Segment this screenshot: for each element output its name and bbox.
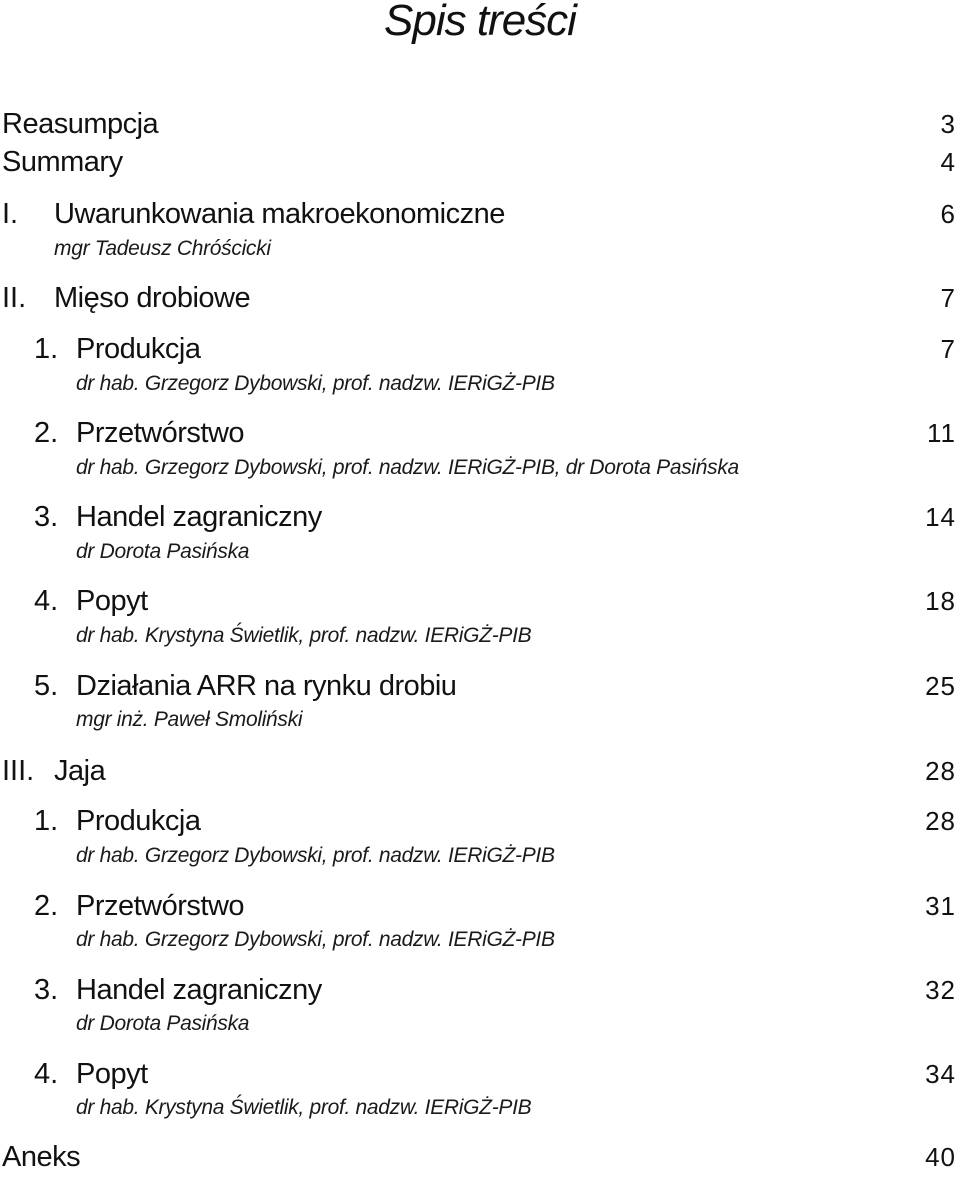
toc-entry-section[interactable] xyxy=(0,499,960,539)
toc-entry-section[interactable] xyxy=(0,583,960,623)
entry-author: dr hab. Krystyna Świetlik, prof. nadzw. IERiGŻ-PIB xyxy=(76,1096,532,1119)
toc-entry-section[interactable] xyxy=(0,415,960,455)
entry-author: mgr inż. Paweł Smoliński xyxy=(76,708,303,731)
toc-entry-reasumpcja[interactable] xyxy=(0,106,960,146)
entry-page: 7 xyxy=(940,334,956,364)
entry-number: 3. xyxy=(34,501,59,533)
entry-number: 2. xyxy=(34,417,59,449)
entry-number: 2. xyxy=(34,890,59,922)
entry-author: dr hab. Grzegorz Dybowski, prof. nadzw. IERiGŻ-PIB xyxy=(76,372,555,395)
entry-author: dr hab. Grzegorz Dybowski, prof. nadzw. IERiGŻ-PIB, dr Dorota Pasińska xyxy=(76,456,739,479)
entry-page: 3 xyxy=(940,109,956,139)
entry-number: 1. xyxy=(34,333,59,365)
toc-entry-summary[interactable] xyxy=(0,144,960,184)
entry-title[interactable]: Aneks xyxy=(2,1141,81,1173)
entry-number: 1. xyxy=(34,805,59,837)
toc-entry-section[interactable] xyxy=(0,668,960,708)
entry-title[interactable]: Działania ARR na rynku drobiu xyxy=(76,670,457,702)
toc-entry-chapter-2[interactable] xyxy=(0,280,960,320)
entry-page: 34 xyxy=(925,1059,956,1089)
entry-author: dr Dorota Pasińska xyxy=(76,540,250,563)
entry-title[interactable]: Popyt xyxy=(76,585,148,617)
entry-number: II. xyxy=(2,282,27,314)
entry-title[interactable]: Summary xyxy=(2,146,123,178)
entry-page: 28 xyxy=(925,806,956,836)
entry-page: 4 xyxy=(940,147,956,177)
entry-author: dr hab. Grzegorz Dybowski, prof. nadzw. IERiGŻ-PIB xyxy=(76,928,555,951)
entry-title[interactable]: Przetwórstwo xyxy=(76,890,245,922)
entry-title[interactable]: Przetwórstwo xyxy=(76,417,245,449)
entry-number: III. xyxy=(2,755,35,787)
entry-number: 3. xyxy=(34,974,59,1006)
entry-title[interactable]: Mięso drobiowe xyxy=(54,282,251,314)
toc-entry-section[interactable] xyxy=(0,803,960,843)
entry-page: 18 xyxy=(925,586,956,616)
entry-page: 31 xyxy=(925,891,956,921)
entry-number: 4. xyxy=(34,1058,59,1090)
entry-number: 4. xyxy=(34,585,59,617)
entry-author: dr hab. Grzegorz Dybowski, prof. nadzw. IERiGŻ-PIB xyxy=(76,844,555,867)
toc-entry-section[interactable] xyxy=(0,331,960,371)
entry-title[interactable]: Handel zagraniczny xyxy=(76,974,322,1006)
entry-title[interactable]: Handel zagraniczny xyxy=(76,501,322,533)
entry-number: 5. xyxy=(34,670,59,702)
entry-title[interactable]: Popyt xyxy=(76,1058,148,1090)
entry-page: 14 xyxy=(925,502,956,532)
entry-title[interactable]: Produkcja xyxy=(76,805,201,837)
entry-title[interactable]: Reasumpcja xyxy=(2,108,159,140)
entry-author: dr Dorota Pasińska xyxy=(76,1012,250,1035)
entry-page: 32 xyxy=(925,975,956,1005)
entry-author: mgr Tadeusz Chróścicki xyxy=(54,237,271,260)
entry-page: 6 xyxy=(940,199,956,229)
entry-title[interactable]: Uwarunkowania makroekonomiczne xyxy=(54,198,505,230)
entry-title[interactable]: Jaja xyxy=(54,755,106,787)
page-title: Spis treści xyxy=(384,0,576,45)
toc-entry-chapter-3[interactable] xyxy=(0,753,960,793)
entry-page: 25 xyxy=(925,671,956,701)
toc-entry-section[interactable] xyxy=(0,972,960,1012)
entry-page: 40 xyxy=(925,1142,956,1172)
entry-page: 28 xyxy=(925,756,956,786)
toc-entry-chapter-1[interactable] xyxy=(0,196,960,236)
entry-author: dr hab. Krystyna Świetlik, prof. nadzw. IERiGŻ-PIB xyxy=(76,624,532,647)
entry-number: I. xyxy=(2,198,19,230)
toc-entry-aneks[interactable] xyxy=(0,1139,960,1179)
toc-entry-section[interactable] xyxy=(0,1056,960,1096)
toc-entry-section[interactable] xyxy=(0,888,960,928)
entry-page: 11 xyxy=(927,418,956,448)
entry-page: 7 xyxy=(940,283,956,313)
entry-title[interactable]: Produkcja xyxy=(76,333,201,365)
